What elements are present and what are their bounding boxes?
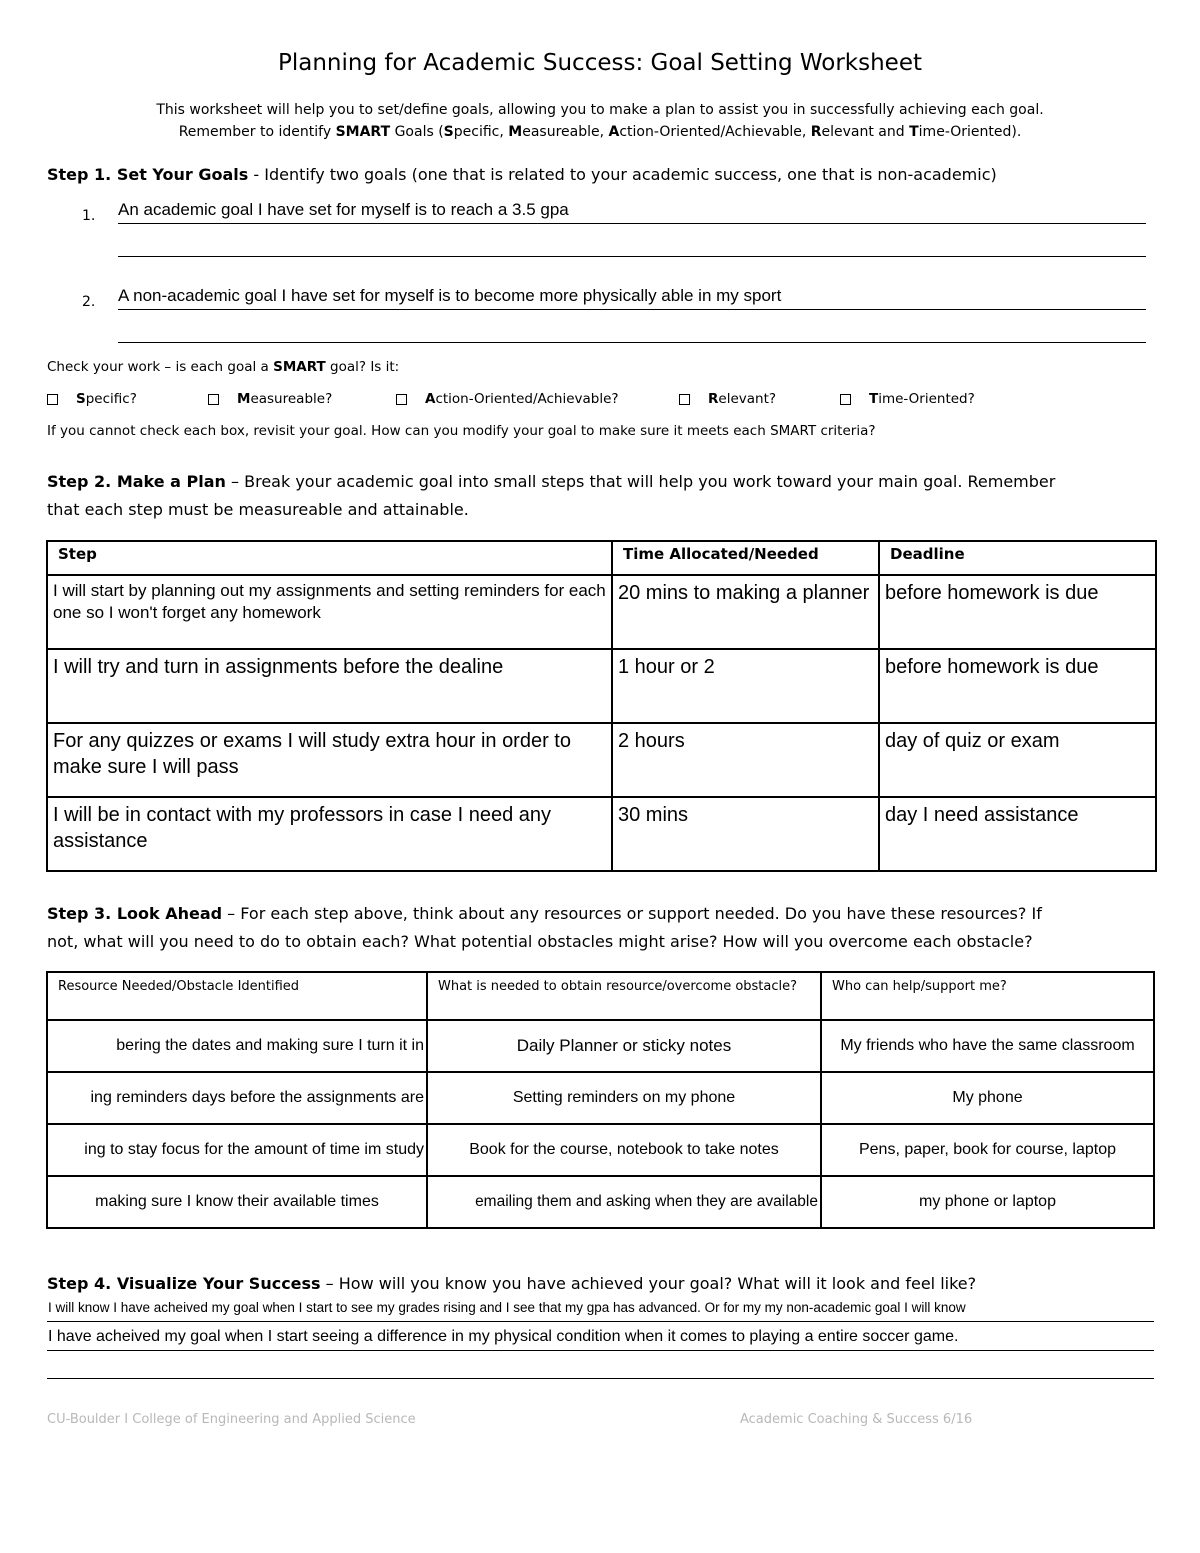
table-row xyxy=(47,723,1156,797)
support-cell[interactable]: Pens, paper, book for course, laptop xyxy=(821,1124,1154,1176)
support-cell[interactable]: My phone xyxy=(821,1072,1154,1124)
column-header: Step xyxy=(47,541,612,575)
support-cell[interactable]: My friends who have the same classroom xyxy=(821,1020,1154,1072)
smart-check-note: If you cannot check each box, revisit your goal. How can you modify your goal to make sure it meets each SMART criteria? xyxy=(47,423,876,439)
step4-heading: Step 4. Visualize Your Success – How will you know you have achieved your goal? What will it look and feel like? xyxy=(47,1274,977,1293)
deadline-cell[interactable]: day I need assistance xyxy=(879,797,1156,871)
answer-line xyxy=(47,1321,1154,1322)
answer-line xyxy=(118,342,1146,343)
goal-number-2: 2. xyxy=(82,294,96,310)
checkbox-icon xyxy=(840,394,851,405)
intro-line-1: This worksheet will help you to set/define goals, allowing you to make a plan to assist you in successfully achieving each goal. xyxy=(156,102,1044,118)
page-title: Planning for Academic Success: Goal Setting Worksheet xyxy=(277,50,922,76)
answer-line xyxy=(47,1378,1154,1379)
step4-answer-line-1[interactable]: I will know I have acheived my goal when I start to see my grades rising and I see that my gpa has advanced. Or for my my non-academic goal I will know xyxy=(48,1300,966,1315)
column-header: What is needed to obtain resource/overcome obstacle? xyxy=(427,972,821,1020)
table-row xyxy=(47,649,1156,723)
checkbox-icon xyxy=(47,394,58,405)
table-row xyxy=(47,1176,1154,1228)
obtain-cell[interactable]: Setting reminders on my phone xyxy=(427,1072,821,1124)
smart-check-prompt: Check your work – is each goal a SMART goal? Is it: xyxy=(47,359,400,375)
step-cell[interactable]: I will start by planning out my assignments and setting reminders for each one so I won't forget any homework xyxy=(47,575,612,649)
step4-answer-line-2[interactable]: I have acheived my goal when I start seeing a difference in my physical condition when it comes to playing a entire soccer game. xyxy=(48,1328,959,1345)
step-cell[interactable]: I will try and turn in assignments before the dealine xyxy=(47,649,612,723)
step3-heading: Step 3. Look Ahead – For each step above, think about any resources or support needed. Do you have these resources? If xyxy=(47,904,1042,923)
obtain-cell[interactable]: emailing them and asking when they are available xyxy=(427,1176,821,1228)
table-row xyxy=(47,797,1156,871)
resource-cell[interactable]: ing reminders days before the assignments are xyxy=(47,1072,427,1124)
obtain-cell[interactable]: Daily Planner or sticky notes xyxy=(427,1020,821,1072)
support-cell[interactable]: my phone or laptop xyxy=(821,1176,1154,1228)
answer-line xyxy=(118,309,1146,310)
checkbox-icon xyxy=(396,394,407,405)
deadline-cell[interactable]: before homework is due xyxy=(879,649,1156,723)
checkbox-time-oriented[interactable]: Time-Oriented? xyxy=(840,391,975,407)
goal-answer-1[interactable]: An academic goal I have set for myself is to reach a 3.5 gpa xyxy=(118,200,569,219)
intro-line-2: Remember to identify SMART Goals (Specific, Measureable, Action-Oriented/Achievable, Relevant and Time-Oriented). xyxy=(178,124,1022,140)
resource-cell[interactable]: ing to stay focus for the amount of time im study xyxy=(47,1124,427,1176)
resource-cell[interactable]: bering the dates and making sure I turn it in xyxy=(47,1020,427,1072)
time-cell[interactable]: 20 mins to making a planner xyxy=(612,575,879,649)
table-row xyxy=(47,1124,1154,1176)
step-cell[interactable]: I will be in contact with my professors in case I need any assistance xyxy=(47,797,612,871)
goal-number-1: 1. xyxy=(82,208,96,224)
answer-line xyxy=(47,1350,1154,1351)
time-cell[interactable]: 2 hours xyxy=(612,723,879,797)
footer-left: CU-Boulder I College of Engineering and Applied Science xyxy=(47,1412,416,1427)
time-cell[interactable]: 1 hour or 2 xyxy=(612,649,879,723)
time-cell[interactable]: 30 mins xyxy=(612,797,879,871)
step-cell[interactable]: For any quizzes or exams I will study extra hour in order to make sure I will pass xyxy=(47,723,612,797)
step2-heading: Step 2. Make a Plan – Break your academic goal into small steps that will help you work toward your main goal. Remember xyxy=(47,472,1056,491)
deadline-cell[interactable]: day of quiz or exam xyxy=(879,723,1156,797)
step1-heading: Step 1. Set Your Goals - Identify two goals (one that is related to your academic success, one that is non-academic) xyxy=(47,165,997,184)
table-header-row xyxy=(47,541,1156,575)
footer-right: Academic Coaching & Success 6/16 xyxy=(740,1412,973,1427)
resources-table xyxy=(46,971,1155,1229)
table-row xyxy=(47,1020,1154,1072)
checkbox-measureable[interactable]: Measureable? xyxy=(208,391,332,407)
column-header: Who can help/support me? xyxy=(821,972,1154,1020)
column-header: Resource Needed/Obstacle Identified xyxy=(47,972,427,1020)
step3-heading-line-2: not, what will you need to do to obtain each? What potential obstacles might arise? How will you overcome each obstacle? xyxy=(47,932,1033,951)
checkbox-action-oriented[interactable]: Action-Oriented/Achievable? xyxy=(396,391,619,407)
column-header: Time Allocated/Needed xyxy=(612,541,879,575)
table-row xyxy=(47,1072,1154,1124)
table-header-row xyxy=(47,972,1154,1020)
checkbox-specific[interactable]: Specific? xyxy=(47,391,137,407)
checkbox-icon xyxy=(208,394,219,405)
column-header: Deadline xyxy=(879,541,1156,575)
plan-table xyxy=(46,540,1157,872)
checkbox-icon xyxy=(679,394,690,405)
step2-heading-line-2: that each step must be measureable and attainable. xyxy=(47,500,469,519)
deadline-cell[interactable]: before homework is due xyxy=(879,575,1156,649)
goal-answer-2[interactable]: A non-academic goal I have set for myself is to become more physically able in my sport xyxy=(118,286,782,305)
table-row xyxy=(47,575,1156,649)
resource-cell[interactable]: making sure I know their available times xyxy=(47,1176,427,1228)
answer-line xyxy=(118,223,1146,224)
answer-line xyxy=(118,256,1146,257)
obtain-cell[interactable]: Book for the course, notebook to take notes xyxy=(427,1124,821,1176)
checkbox-relevant[interactable]: Relevant? xyxy=(679,391,776,407)
